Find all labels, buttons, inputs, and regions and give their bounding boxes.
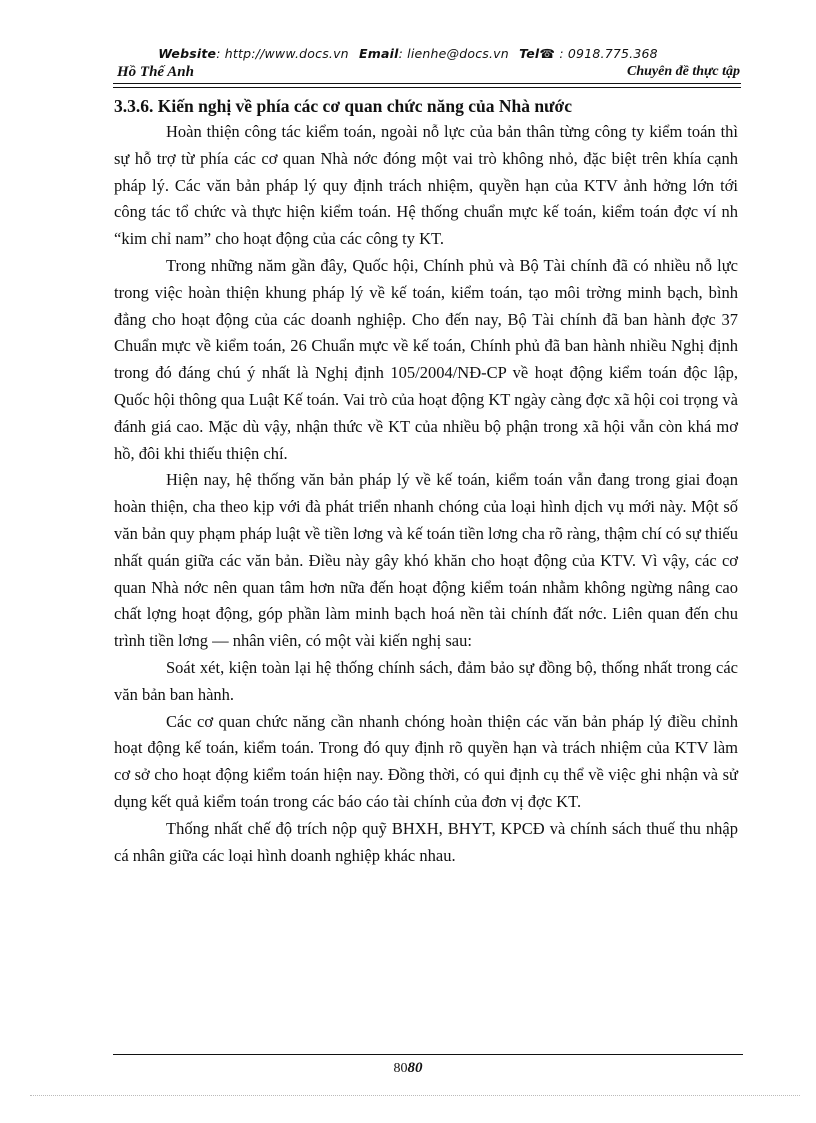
website-label: Website: [158, 46, 217, 61]
header-rule: [113, 83, 741, 84]
page-body: [114, 93, 738, 869]
document-type: Chuyên đề thực tập: [626, 64, 740, 79]
page-number: [0, 1060, 816, 1077]
email-value: : lienhe@docs.vn: [398, 46, 509, 61]
paragraph: Thống nhất chế độ trích nộp quỹ BHXH, BHYT, KPCĐ và chính sách thuế thu nhập cá nhân giữa các loại hình doanh nghiệp khác nhau.: [114, 818, 738, 865]
website-value: : http://www.docs.vn: [216, 46, 349, 61]
site-contact-bar: [0, 46, 816, 61]
header-rule-thin: [113, 87, 741, 88]
tel-label: Tel: [519, 46, 540, 61]
paragraph: Hoàn thiện công tác kiểm toán, ngoài nỗ lực của bản thân từng công ty kiểm toán thì sự hỗ trợ từ phía các cơ quan Nhà nớc đóng một vai trò không nhỏ, đặc biệt trên khía cạnh pháp lý. Các văn bản pháp lý quy định trách nhiệm, quyền hạn của KTV ảnh hởng lớn tới công tác tổ chức và thực hiện kiểm toán. Hệ thống chuẩn mực kế toán, kiểm toán đợc ví nh “kim chỉ nam” cho hoạt động của các công ty KT.: [114, 122, 738, 249]
author-name: Hồ Thế Anh: [117, 64, 194, 80]
paragraph: Các cơ quan chức năng cần nhanh chóng hoàn thiện các văn bản pháp lý điều chỉnh hoạt động kế toán, kiểm toán. Trong đó quy định rõ quyền hạn và trách nhiệm của KTV làm cơ sở cho hoạt động kiểm toán hiện nay. Đồng thời, có qui định cụ thể về việc ghi nhận và sử dụng kết quả kiểm toán trong các báo cáo tài chính của đơn vị đợc KT.: [114, 711, 738, 811]
section-title: 3.3.6. Kiến nghị về phía các cơ quan chức năng của Nhà nước: [114, 96, 573, 116]
tel-value: ☎ : 0918.775.368: [539, 46, 658, 61]
paragraph: Trong những năm gần đây, Quốc hội, Chính phủ và Bộ Tài chính đã có nhiều nỗ lực trong việc hoàn thiện khung pháp lý về kế toán, kiểm toán, tạo môi trờng minh bạch, bình đẳng cho hoạt động của các doanh nghiệp. Cho đến nay, Bộ Tài chính đã ban hành đợc 37 Chuẩn mực về kiểm toán, 26 Chuẩn mực về kế toán, Chính phủ đã ban hành nhiều Nghị định trong đó đáng chú ý nhất là Nghị định 105/2004/NĐ-CP về hoạt động kiểm toán độc lập, Quốc hội thông qua Luật Kế toán. Vai trò của hoạt động KT ngày càng đợc xã hội coi trọng và đánh giá cao. Mặc dù vậy, nhận thức về KT của nhiều bộ phận trong xã hội vẫn còn khá mơ hồ, đôi khi thiếu thiện chí.: [114, 255, 738, 463]
email-label: Email: [359, 46, 399, 61]
page-number-italic: 80: [407, 1060, 423, 1076]
page-edge-dotted-line: [30, 1095, 800, 1096]
footer-rule: [113, 1054, 743, 1055]
page-number-plain: 80: [393, 1061, 408, 1076]
paragraph: Soát xét, kiện toàn lại hệ thống chính sách, đảm bảo sự đồng bộ, thống nhất trong các văn bản ban hành.: [114, 657, 738, 704]
paragraph: Hiện nay, hệ thống văn bản pháp lý về kế toán, kiểm toán vẫn đang trong giai đoạn hoàn thiện, cha theo kịp với đà phát triển nhanh chóng của loại hình dịch vụ mới này. Một số văn bản quy phạm pháp luật về tiền lơng và kế toán tiền lơng cha rõ ràng, thậm chí có sự thiếu nhất quán giữa các văn bản. Điều này gây khó khăn cho hoạt động của KTV. Vì vậy, các cơ quan Nhà nớc nên quan tâm hơn nữa đến hoạt động kiểm toán nhằm không ngừng nâng cao chất lợng hoạt động, góp phần làm minh bạch hoá nền tài chính đất nớc. Liên quan đến chu trình tiền lơng — nhân viên, có một vài kiến nghị sau:: [114, 470, 738, 651]
